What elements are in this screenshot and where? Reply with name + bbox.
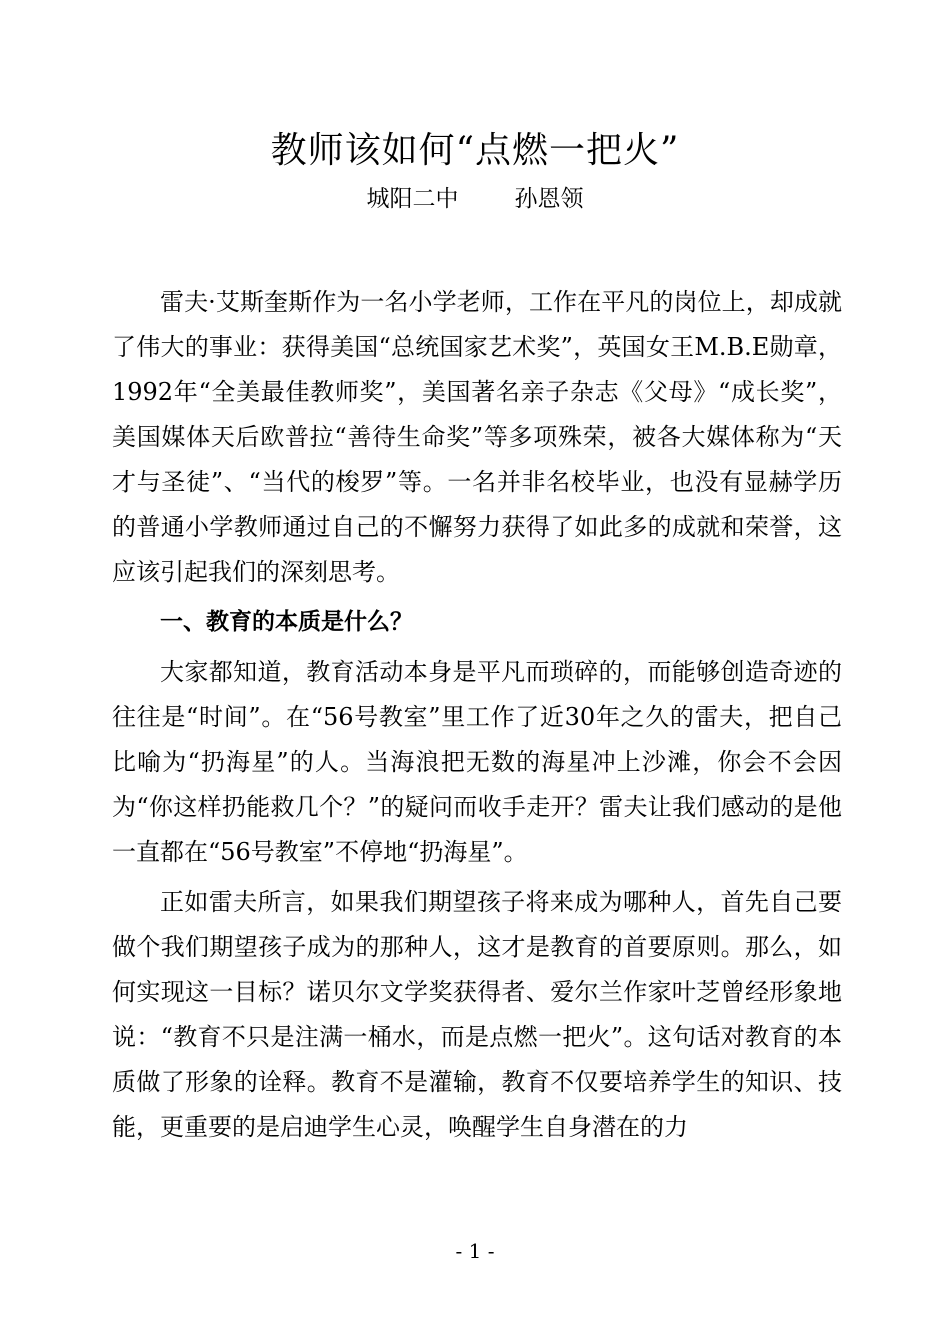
paragraph-intro: 雷夫·艾斯奎斯作为一名小学老师，工作在平凡的岗位上，却成就了伟大的事业：获得美国“总统国家艺术奖”，英国女王M.B.E勋章，1992年“全美最佳教师奖”，美国著名亲子杂志《父母》“成长奖”，美国媒体天后欧普拉“善待生命奖”等多项殊荣，被各大媒体称为“天才与圣徒”、“当代的梭罗”等。一名并非名校毕业，也没有显赫学历的普通小学教师通过自己的不懈努力获得了如此多的成就和荣誉，这应该引起我们的深刻思考。 xyxy=(112,288,842,586)
page-number: - 1 - xyxy=(455,1239,495,1263)
author-line xyxy=(0,184,950,214)
author-name: 孙恩领 xyxy=(514,186,584,212)
document-title: 教师该如何“点燃一把火” xyxy=(270,130,680,171)
section-heading: 一、教育的本质是什么？ xyxy=(160,609,413,635)
paragraph-2: 大家都知道，教育活动本身是平凡而琐碎的，而能够创造奇迹的往往是“时间”。在“56号教室”里工作了近30年之久的雷夫，把自己比喻为“扔海星”的人。当海浪把无数的海星冲上沙滩，你会不会因为“你这样扔能救几个？”的疑问而收手走开？雷夫让我们感动的是他一直都在“56号教室”不停地“扔海星”。 xyxy=(112,658,842,866)
paragraph-3: 正如雷夫所言，如果我们期望孩子将来成为哪种人，首先自己要做个我们期望孩子成为的那种人，这才是教育的首要原则。那么，如何实现这一目标？诺贝尔文学奖获得者、爱尔兰作家叶芝曾经形象地说：“教育不只是注满一桶水，而是点燃一把火”。这句话对教育的本质做了形象的诠释。教育不是灌输，教育不仅要培养学生的知识、技能，更重要的是启迪学生心灵，唤醒学生自身潜在的力 xyxy=(112,888,842,1141)
school-name: 城阳二中 xyxy=(366,186,459,212)
document-body xyxy=(112,280,842,1155)
